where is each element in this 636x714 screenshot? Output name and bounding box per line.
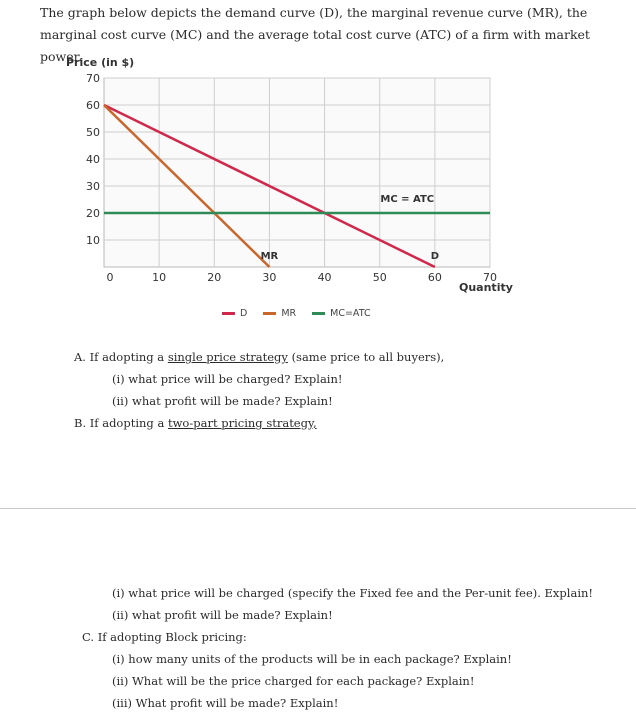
legend-item-mr: [263, 308, 296, 319]
chart: [0, 0, 636, 340]
legend-swatch-mc-atc: [312, 312, 325, 315]
question-b-underlined: two-part pricing strategy,: [167, 416, 317, 430]
legend-label-d: D: [240, 308, 248, 319]
question-c: C. If adopting Block pricing:: [82, 630, 247, 644]
y-tick-label: 20: [86, 207, 100, 220]
question-b-label: B. If adopting a: [74, 416, 165, 430]
plot-area: [104, 78, 490, 267]
x-tick-label: 50: [372, 271, 387, 284]
x-axis-title: Quantity: [459, 281, 513, 294]
x-tick-label: 40: [317, 271, 332, 284]
legend-item-d: [222, 308, 247, 319]
question-a-rest: (same price to all buyers),: [291, 350, 445, 364]
x-tick-label: 0: [106, 271, 114, 284]
legend-swatch-d: [222, 312, 235, 315]
question-c-iii: (iii) What profit will be made? Explain!: [112, 696, 339, 710]
question-c-i: (i) how many units of the products will be in each package? Explain!: [112, 652, 512, 666]
legend-label-mc-atc: MC=ATC: [330, 308, 371, 319]
x-tick-label: 30: [262, 271, 277, 284]
x-tick-label: 70: [483, 271, 497, 284]
question-b: [74, 412, 594, 434]
legend-item-mc-atc: [312, 308, 370, 319]
legend-label-mr: MR: [281, 308, 297, 319]
y-tick-label: 60: [86, 99, 100, 112]
question-b-ii: (ii) what profit will be made? Explain!: [112, 608, 333, 622]
y-tick-label: 40: [86, 153, 100, 166]
question-a-underlined: single price strategy: [167, 350, 288, 364]
intro-paragraph: The graph below depicts the demand curve (D), the marginal revenue curve (MR), the marginal cost curve (MC) and the average total cost curve (ATC) of a firm with market power.: [40, 5, 590, 64]
questions-part-1: [74, 346, 594, 434]
questions-part-2: [82, 582, 602, 714]
question-a-ii: (ii) what profit will be made? Explain!: [112, 394, 333, 408]
question-b-i: (i) what price will be charged (specify the Fixed fee and the Per-unit fee). Explain!: [112, 586, 594, 600]
chart-annotation: MC = ATC: [380, 194, 435, 206]
chart-annotation: MR: [260, 250, 279, 262]
legend-swatch-mr: [263, 312, 276, 315]
question-a: [74, 346, 594, 368]
y-tick-label: 30: [86, 180, 100, 193]
question-a-i: (i) what price will be charged? Explain!: [112, 372, 343, 386]
chart-annotation: D: [430, 250, 440, 262]
y-axis-title: Price (in $): [66, 56, 135, 69]
question-a-label: A. If adopting a: [74, 350, 165, 364]
x-tick-label: 10: [152, 271, 167, 284]
x-tick-label: 60: [427, 271, 442, 284]
chart-legend: [222, 308, 371, 319]
question-c-ii: (ii) What will be the price charged for each package? Explain!: [112, 674, 475, 688]
x-tick-label: 20: [207, 271, 222, 284]
page-divider: [0, 508, 636, 509]
y-tick-label: 70: [86, 72, 100, 85]
y-tick-label: 50: [86, 126, 100, 139]
y-tick-label: 10: [86, 234, 100, 247]
